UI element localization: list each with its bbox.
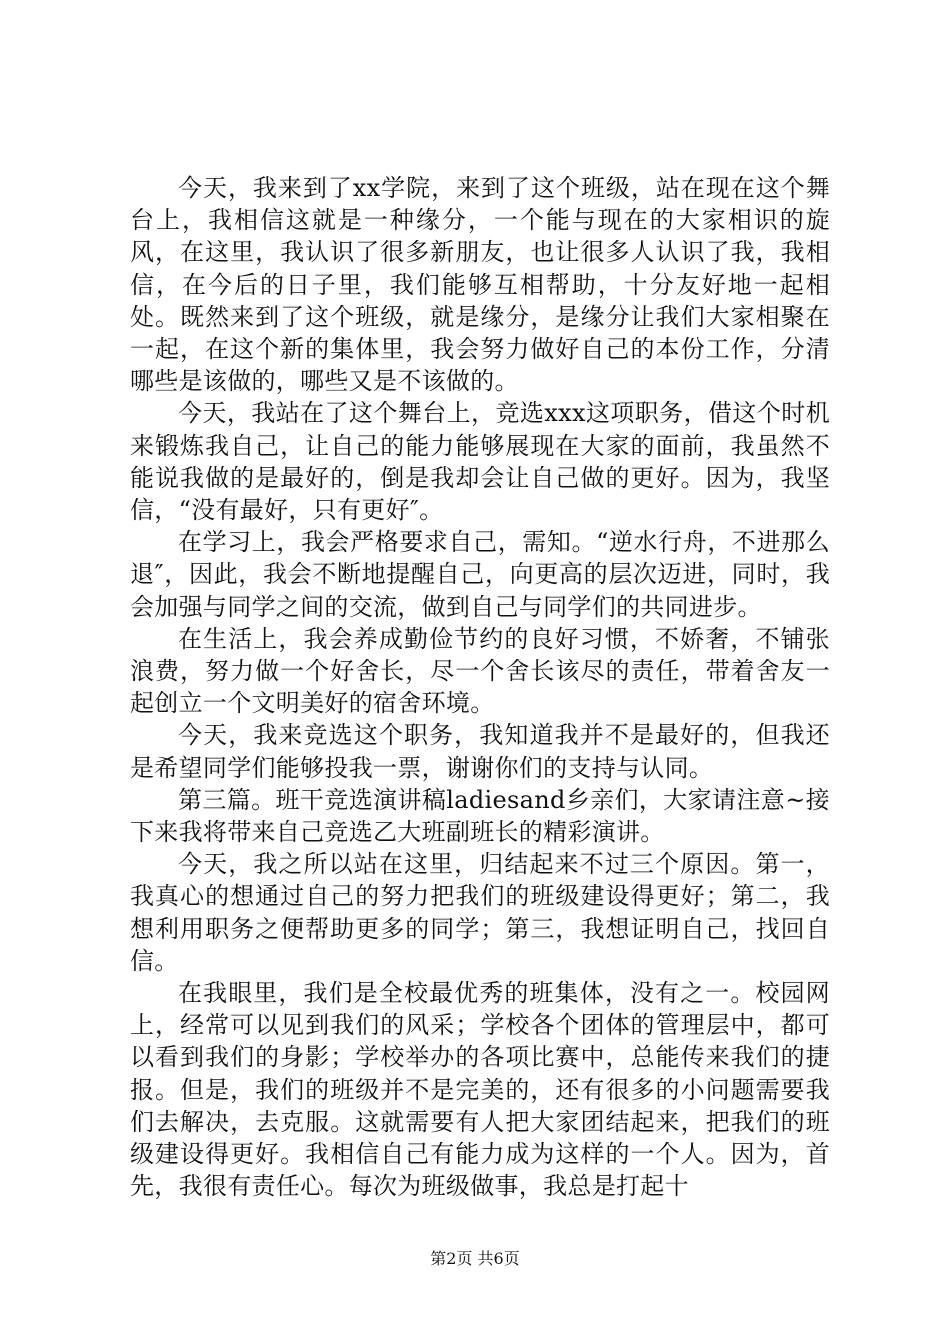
paragraph-3: 在学习上，我会严格要求自己，需知。“逆水行舟，不进那么退″，因此，我会不断地提醒自己，向更高的层次迈进，同时，我会加强与同学之间的交流，做到自己与同学们的共同进步。	[130, 528, 830, 621]
paragraph-1: 今天，我来到了xx学院，来到了这个班级，站在现在这个舞台上，我相信这就是一种缘分，一个能与现在的大家相识的旋风，在这里，我认识了很多新朋友，也让很多人认识了我，我相信，在今后的日子里，我们能够互相帮助，十分友好地一起相处。既然来到了这个班级，就是缘分，是缘分让我们大家相聚在一起，在这个新的集体里，我会努力做好自己的本份工作，分清哪些是该做的，哪些又是不该做的。	[130, 174, 830, 396]
paragraph-2: 今天，我站在了这个舞台上，竞选xxx这项职务，借这个时机来锻炼我自己，让自己的能力能够展现在大家的面前，我虽然不能说我做的是最好的，倒是我却会让自己做的更好。因为，我坚信，“没有最好，只有更好″。	[130, 399, 830, 525]
paragraph-6: 第三篇。班干竞选演讲稿ladiesand乡亲们，大家请注意~接下来我将带来自己竞选乙大班副班长的精彩演讲。	[130, 785, 830, 847]
paragraph-8: 在我眼里，我们是全校最优秀的班集体，没有之一。校园网上，经常可以见到我们的风采；学校各个团体的管理层中，都可以看到我们的身影；学校举办的各项比赛中，总能传来我们的捷报。但是，我们的班级并不是完美的，还有很多的小问题需要我们去解决，去克服。这就需要有人把大家团结起来，把我们的班级建设得更好。我相信自己有能力成为这样的一个人。因为，首先，我很有责任心。每次为班级做事，我总是打起十	[130, 979, 830, 1201]
paragraph-4: 在生活上，我会养成勤俭节约的良好习惯，不娇奢，不铺张浪费，努力做一个好舍长，尽一个舍长该尽的责任，带着舍友一起创立一个文明美好的宿舍环境。	[130, 624, 830, 718]
paragraph-7: 今天，我之所以站在这里，归结起来不过三个原因。第一，我真心的想通过自己的努力把我们的班级建设得更好；第二，我想利用职务之便帮助更多的同学；第三，我想证明自己，找回自信。	[130, 850, 830, 975]
page-number-footer: 第2页 共6页	[430, 1249, 520, 1268]
document-body	[130, 172, 830, 1203]
paragraph-5: 今天，我来竞选这个职务，我知道我并不是最好的，但我还是希望同学们能够投我一票，谢谢你们的支持与认同。	[130, 721, 830, 782]
